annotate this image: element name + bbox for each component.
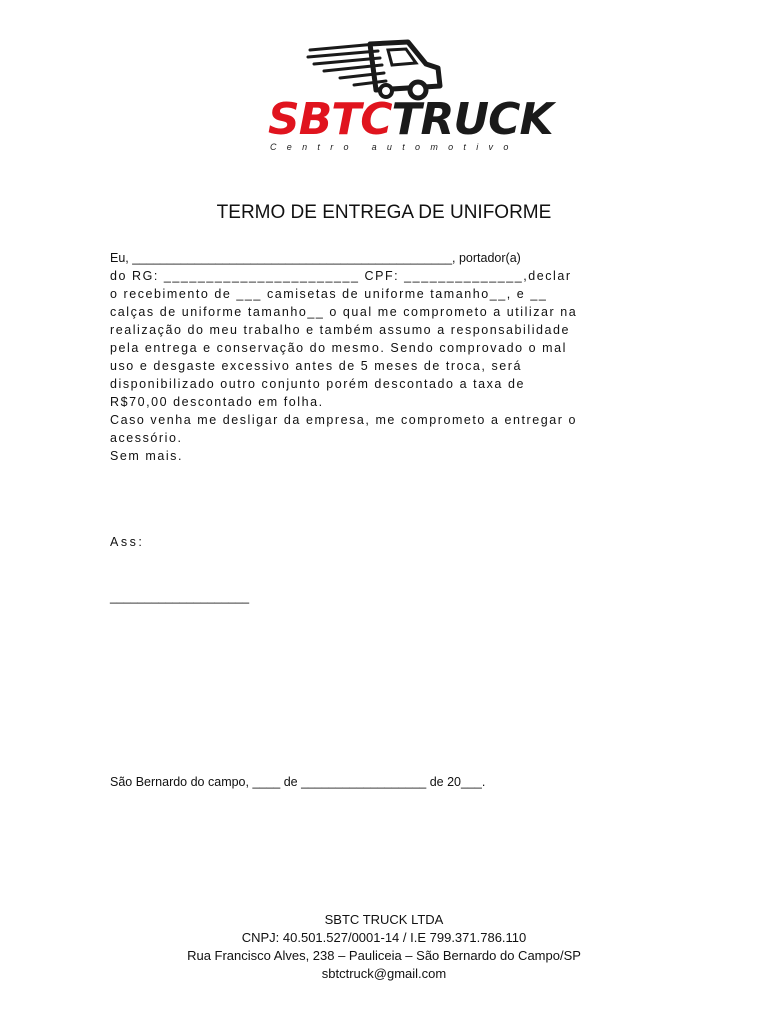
declaration-text bbox=[110, 249, 670, 465]
brand-name-black: TRUCK bbox=[391, 94, 553, 145]
declaration-line: o recebimento de ___ camisetas de uniforme tamanho__, e __ bbox=[110, 287, 548, 301]
company-footer bbox=[0, 911, 768, 983]
footer-email: sbtctruck@gmail.com bbox=[321, 966, 447, 981]
declaration-line: Eu, ______________________________________________, portador(a) bbox=[110, 251, 521, 265]
declaration-line: realização do meu trabalho e também assumo a responsabilidade bbox=[110, 323, 571, 337]
document-title: TERMO DE ENTREGA DE UNIFORME bbox=[216, 202, 552, 223]
signature-line: ____________________ bbox=[110, 590, 250, 604]
company-logo bbox=[258, 36, 553, 158]
declaration-line: uso e desgaste excessivo antes de 5 meses de troca, será bbox=[110, 359, 522, 373]
date-place-line: São Bernardo do campo, ____ de __________________ de 20___. bbox=[110, 775, 486, 789]
declaration-line: pela entrega e conservação do mesmo. Sendo comprovado o mal bbox=[110, 341, 567, 355]
declaration-line: acessório. bbox=[110, 431, 183, 445]
brand-tagline: Centro automotivo bbox=[270, 142, 519, 152]
footer-company-name: SBTC TRUCK LTDA bbox=[324, 912, 444, 927]
declaration-line: do RG: _______________________ CPF: ______________,declar bbox=[110, 269, 572, 283]
declaration-line: Sem mais. bbox=[110, 449, 183, 463]
footer-address: Rua Francisco Alves, 238 – Pauliceia – São Bernardo do Campo/SP bbox=[187, 948, 581, 963]
declaration-line: disponibilizado outro conjunto porém descontado a taxa de bbox=[110, 377, 525, 391]
brand-name bbox=[268, 94, 553, 145]
footer-registration: CNPJ: 40.501.527/0001-14 / I.E 799.371.786.110 bbox=[241, 930, 527, 945]
brand-name-red: SBTC bbox=[268, 94, 392, 145]
signature-label: Ass: bbox=[110, 535, 145, 549]
declaration-line: Caso venha me desligar da empresa, me comprometo a entregar o bbox=[110, 413, 577, 427]
declaration-line: R$70,00 descontado em folha. bbox=[110, 395, 324, 409]
declaration-line: calças de uniforme tamanho__ o qual me comprometo a utilizar na bbox=[110, 305, 578, 319]
